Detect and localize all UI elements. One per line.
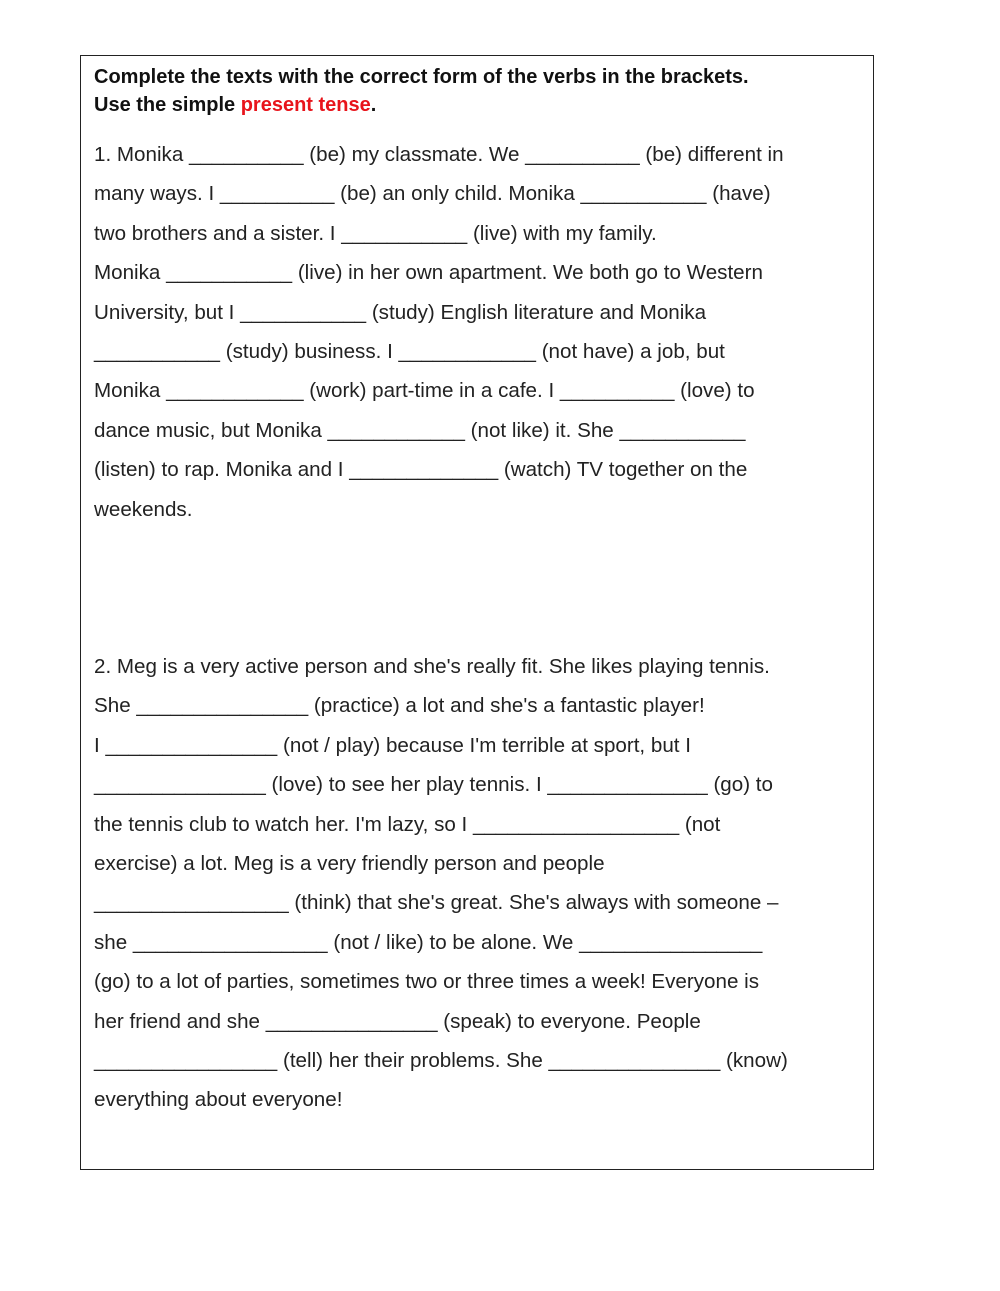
exercise-2-line: She _______________ (practice) a lot and she's a fantastic player! bbox=[94, 694, 705, 718]
instructions-line-2-suffix: . bbox=[370, 94, 377, 116]
exercise-2-line: her friend and she _______________ (speak) to everyone. People bbox=[94, 1009, 701, 1033]
exercise-2-line: she _________________ (not / like) to be alone. We ________________ bbox=[94, 930, 763, 954]
exercise-1-line: weekends. bbox=[94, 497, 193, 521]
exercise-1-line: many ways. I __________ (be) an only child. Monika ___________ (have) bbox=[94, 182, 771, 206]
instructions-line-2-prefix: Use the simple bbox=[94, 94, 241, 116]
exercise-2-line: 2. Meg is a very active person and she's really fit. She likes playing tennis. bbox=[94, 655, 770, 678]
exercise-1-line: dance music, but Monika ____________ (not like) it. She ___________ bbox=[94, 418, 746, 442]
exercise-1-line: ___________ (study) business. I ____________ (not have) a job, but bbox=[94, 339, 725, 363]
tense-highlight: present tense bbox=[240, 94, 371, 116]
instructions bbox=[94, 63, 864, 119]
exercise-2-line: ________________ (tell) her their problems. She _______________ (know) bbox=[94, 1048, 788, 1072]
exercise-1-line: University, but I ___________ (study) English literature and Monika bbox=[94, 300, 707, 324]
exercise-2-line: (go) to a lot of parties, sometimes two or three times a week! Everyone is bbox=[94, 970, 759, 994]
exercise-2-line: _______________ (love) to see her play tennis. I ______________ (go) to bbox=[94, 773, 773, 797]
instructions-line-2 bbox=[94, 91, 864, 119]
exercise-2-line: everything about everyone! bbox=[94, 1088, 343, 1112]
exercise-1 bbox=[94, 135, 869, 529]
exercise-1-line: Monika ___________ (live) in her own apartment. We both go to Western bbox=[94, 261, 763, 285]
exercise-1-line: Monika ____________ (work) part-time in a cafe. I __________ (love) to bbox=[94, 379, 755, 403]
exercise-2-line: _________________ (think) that she's great. She's always with someone – bbox=[94, 891, 779, 915]
exercise-2-line: exercise) a lot. Meg is a very friendly person and people bbox=[94, 851, 605, 875]
exercise-1-line: two brothers and a sister. I ___________ (live) with my family. bbox=[94, 221, 657, 245]
exercise-2-line: the tennis club to watch her. I'm lazy, so I __________________ (not bbox=[94, 812, 721, 836]
exercise-2 bbox=[94, 647, 869, 1120]
exercise-1-line: 1. Monika __________ (be) my classmate. We __________ (be) different in bbox=[94, 143, 784, 166]
worksheet-frame bbox=[80, 55, 874, 1170]
exercise-1-line: (listen) to rap. Monika and I _____________ (watch) TV together on the bbox=[94, 458, 748, 482]
instructions-line-1: Complete the texts with the correct form of the verbs in the brackets. bbox=[94, 66, 749, 88]
exercise-2-line: I _______________ (not / play) because I'm terrible at sport, but I bbox=[94, 733, 691, 757]
